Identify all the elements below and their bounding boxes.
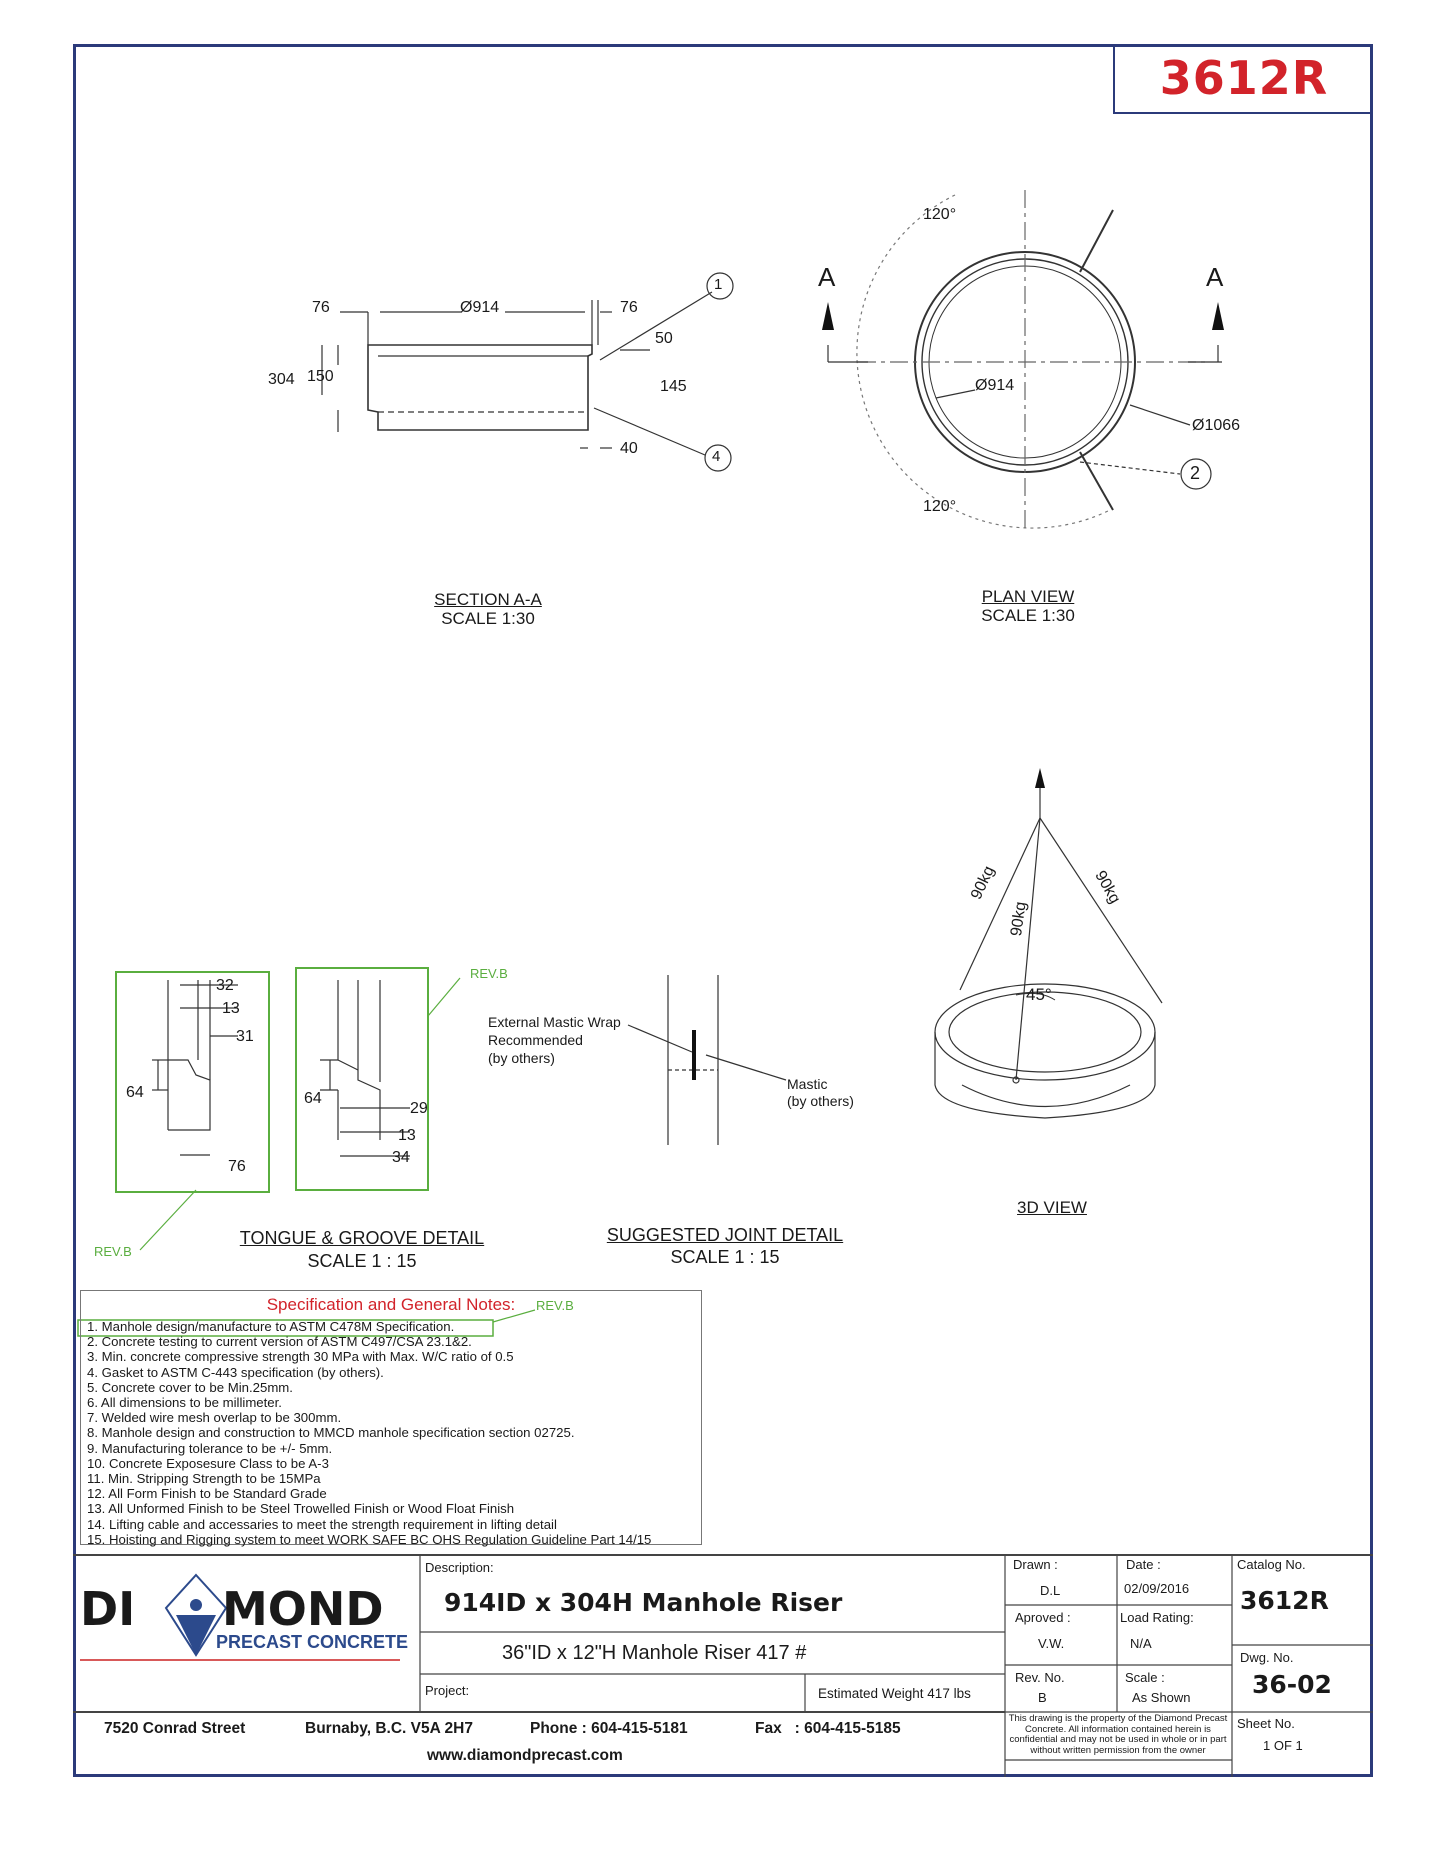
section-scale: SCALE 1:30 — [441, 609, 535, 628]
wrap-label-3: (by others) — [488, 1050, 555, 1066]
tg-dim-34: 34 — [392, 1149, 410, 1166]
address: 7520 Conrad Street — [104, 1720, 246, 1737]
tg-title: TONGUE & GROOVE DETAIL — [239, 1228, 485, 1248]
tg-dim-29: 29 — [410, 1100, 428, 1117]
angle-top: 120° — [923, 206, 957, 223]
dwg-label: Dwg. No. — [1240, 1650, 1294, 1665]
tg-dim-76: 76 — [228, 1158, 246, 1175]
callout-4: 4 — [712, 448, 721, 465]
confidential-note: This drawing is the property of the Diamond Precast Concrete. All information contained herein is confidential and may not be used in whole or in part without written permission from the owner — [1008, 1713, 1228, 1756]
note-item: 12. All Form Finish to be Standard Grade — [87, 1486, 327, 1502]
load-rating-value: N/A — [1130, 1636, 1152, 1651]
dim-40: 40 — [620, 440, 638, 457]
scale-value: As Shown — [1132, 1690, 1191, 1705]
tg-dim-64-left: 64 — [126, 1084, 144, 1101]
dim-50: 50 — [655, 330, 673, 347]
notes-list — [87, 1319, 651, 1547]
note-item: 9. Manufacturing tolerance to be +/- 5mm. — [87, 1440, 333, 1456]
load-label-3: 90kg — [1091, 868, 1124, 907]
callout-1: 1 — [714, 276, 723, 293]
note-item: 11. Min. Stripping Strength to be 15MPa — [87, 1471, 321, 1487]
fax: Fax : 604-415-5185 — [755, 1720, 901, 1737]
description-sub: 36"ID x 12"H Manhole Riser 417 # — [502, 1642, 807, 1664]
note-item: 5. Concrete cover to be Min.25mm. — [87, 1379, 293, 1395]
mastic-label-1: Mastic — [787, 1076, 828, 1092]
date-label: Date : — [1126, 1557, 1161, 1572]
notes-rev-marker: REV.B — [536, 1298, 574, 1313]
inner-diameter: Ø914 — [975, 377, 1015, 394]
dim-150: 150 — [307, 368, 334, 385]
city: Burnaby, B.C. V5A 2H7 — [305, 1720, 473, 1737]
wrap-label-2: Recommended — [488, 1032, 583, 1048]
catalog-label: Catalog No. — [1237, 1557, 1306, 1572]
note-item: 8. Manhole design and construction to MMCD manhole specification section 02725. — [87, 1425, 575, 1441]
date-value: 02/09/2016 — [1124, 1581, 1190, 1596]
note-item: 7. Welded wire mesh overlap to be 300mm. — [87, 1410, 342, 1426]
section-mark-right: A — [1206, 262, 1224, 292]
tg-dim-64-right: 64 — [304, 1090, 322, 1107]
website[interactable]: www.diamondprecast.com — [427, 1747, 623, 1764]
logo-text-left: DI — [80, 1582, 136, 1636]
dim-304: 304 — [268, 371, 295, 388]
joint-linework — [628, 975, 786, 1145]
description-main: 914ID x 304H Manhole Riser — [444, 1588, 843, 1617]
angle-45: 45° — [1026, 985, 1052, 1004]
section-mark-left: A — [818, 262, 836, 292]
note-item: 2. Concrete testing to current version of ASTM C497/CSA 23.1&2. — [87, 1334, 472, 1350]
callout-2: 2 — [1190, 463, 1201, 483]
dim-76-right: 76 — [620, 299, 638, 316]
section-profile — [322, 273, 733, 471]
tg-dim-13: 13 — [222, 1000, 240, 1017]
dim-145: 145 — [660, 378, 687, 395]
rev-marker-bottom: REV.B — [94, 1244, 132, 1259]
rev-no-label: Rev. No. — [1015, 1670, 1065, 1685]
load-label-2: 90kg — [1008, 900, 1030, 938]
note-item: 13. All Unformed Finish to be Steel Trowelled Finish or Wood Float Finish — [87, 1501, 515, 1517]
rev-marker-top: REV.B — [470, 966, 508, 981]
mastic-label-2: (by others) — [787, 1093, 854, 1109]
joint-scale: SCALE 1 : 15 — [670, 1247, 780, 1267]
load-label-1: 90kg — [968, 863, 999, 903]
description-label: Description: — [425, 1560, 494, 1575]
note-item: 3. Min. concrete compressive strength 30 MPa with Max. W/C ratio of 0.5 — [87, 1349, 514, 1365]
plan-scale: SCALE 1:30 — [981, 606, 1075, 625]
angle-bottom: 120° — [923, 498, 957, 515]
3d-riser — [935, 778, 1162, 1118]
tg-scale: SCALE 1 : 15 — [307, 1251, 417, 1271]
project-label: Project: — [425, 1683, 470, 1698]
sheet-label: Sheet No. — [1237, 1716, 1295, 1731]
note-item: 10. Concrete Exposesure Class to be A-3 — [87, 1455, 329, 1471]
tongue-groove-linework — [116, 968, 460, 1250]
logo-subtitle: PRECAST CONCRETE — [216, 1632, 409, 1652]
scale-label: Scale : — [1125, 1670, 1165, 1685]
joint-title: SUGGESTED JOINT DETAIL — [606, 1225, 844, 1245]
estimated-weight: Estimated Weight 417 lbs — [818, 1686, 971, 1701]
logo-text-right: MOND — [222, 1582, 384, 1636]
3d-view-title: 3D VIEW — [1017, 1198, 1087, 1217]
drawn-value: D.L — [1040, 1583, 1061, 1598]
dim-76-left: 76 — [312, 299, 330, 316]
dim-914: Ø914 — [460, 299, 500, 316]
tg-dim-13-right: 13 — [398, 1127, 416, 1144]
section-title: SECTION A-A — [434, 590, 542, 609]
approved-value: V.W. — [1038, 1636, 1065, 1651]
catalog-badge-text: 3612R — [1159, 51, 1329, 105]
notes-title: Specification and General Notes: — [266, 1295, 516, 1314]
plan-circles — [828, 190, 1222, 530]
sheet-value: 1 OF 1 — [1263, 1738, 1303, 1753]
note-item: 14. Lifting cable and accessaries to meet the strength requirement in lifting detail — [87, 1516, 557, 1532]
drawn-label: Drawn : — [1013, 1557, 1058, 1572]
note-item: 6. All dimensions to be millimeter. — [87, 1395, 282, 1411]
phone: Phone : 604-415-5181 — [530, 1720, 688, 1737]
approved-label: Aproved : — [1015, 1610, 1071, 1625]
note-item: 4. Gasket to ASTM C-443 specification (by others). — [87, 1364, 384, 1380]
note-item: 1. Manhole design/manufacture to ASTM C478M Specification. — [87, 1319, 455, 1334]
catalog-value: 3612R — [1240, 1586, 1329, 1615]
load-rating-label: Load Rating: — [1120, 1610, 1194, 1625]
rev-no-value: B — [1038, 1690, 1047, 1705]
plan-title: PLAN VIEW — [981, 587, 1075, 606]
wrap-label-1: External Mastic Wrap — [488, 1014, 621, 1030]
dwg-value: 36-02 — [1252, 1670, 1332, 1699]
note-item: 15. Hoisting and Rigging system to meet WORK SAFE BC OHS Regulation Guideline Part 14/15 — [87, 1531, 652, 1547]
spec-notes — [80, 1290, 702, 1545]
outer-diameter: Ø1066 — [1192, 417, 1241, 434]
tg-dim-32: 32 — [216, 977, 234, 994]
tg-dim-31: 31 — [236, 1028, 254, 1045]
